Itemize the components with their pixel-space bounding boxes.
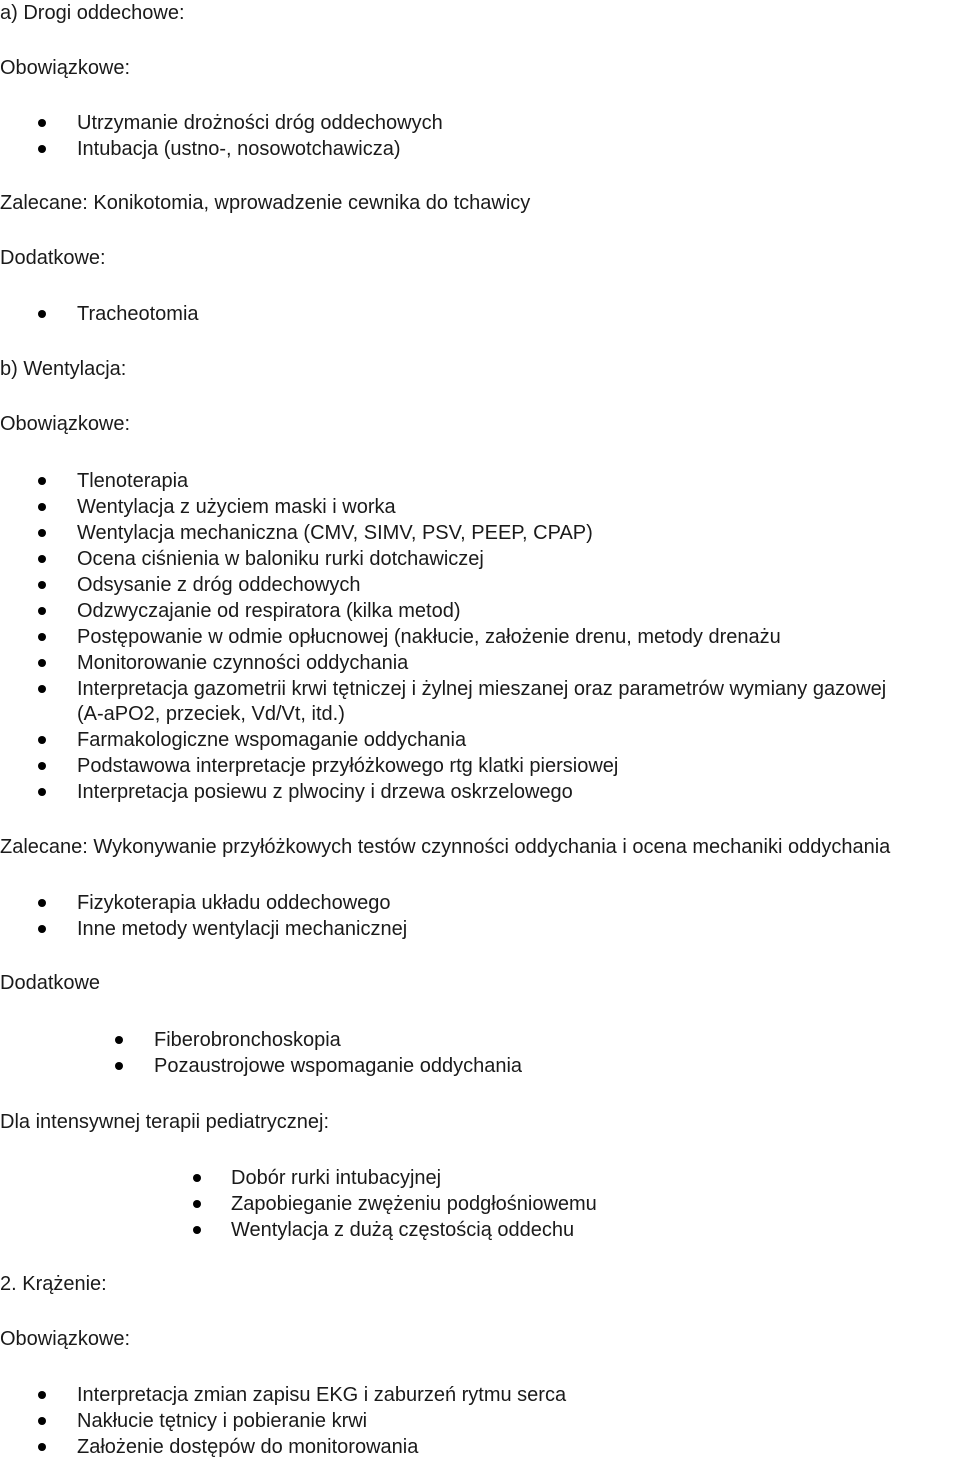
section-2-title: 2. Krążenie:: [0, 1273, 107, 1295]
section-a-title: a) Drogi oddechowe:: [0, 2, 185, 24]
bullet-icon: [38, 925, 46, 933]
bullet-icon: [193, 1200, 201, 1208]
list-item: Zapobieganie zwężeniu podgłośniowemu: [231, 1193, 597, 1215]
section-2-mandatory-label: Obowiązkowe:: [0, 1328, 131, 1350]
list-item: Odzwyczajanie od respiratora (kilka metod): [77, 600, 461, 622]
list-item: Farmakologiczne wspomaganie oddychania: [77, 729, 467, 751]
list-item: Pozaustrojowe wspomaganie oddychania: [154, 1055, 523, 1077]
bullet-icon: [38, 685, 46, 693]
list-item: Ocena ciśnienia w baloniku rurki dotchawiczej: [77, 548, 484, 570]
list-item: Interpretacja gazometrii krwi tętniczej i żylnej mieszanej oraz parametrów wymiany gazowej: [77, 678, 887, 700]
list-item: Tlenoterapia: [77, 470, 189, 492]
bullet-icon: [38, 899, 46, 907]
list-item: Wentylacja mechaniczna (CMV, SIMV, PSV, PEEP, CPAP): [77, 522, 593, 544]
list-item: Fizykoterapia układu oddechowego: [77, 892, 391, 914]
bullet-icon: [38, 659, 46, 667]
bullet-icon: [38, 145, 46, 153]
bullet-icon: [38, 1417, 46, 1425]
section-b-additional-label: Dodatkowe: [0, 972, 101, 994]
bullet-icon: [38, 607, 46, 615]
section-b-recommended-label: Zalecane: [0, 836, 83, 858]
list-item: Tracheotomia: [77, 303, 199, 325]
section-a-mandatory-label: Obowiązkowe:: [0, 57, 131, 79]
bullet-icon: [38, 310, 46, 318]
list-item: Podstawowa interpretacje przyłóżkowego rtg klatki piersiowej: [77, 755, 619, 777]
bullet-icon: [115, 1036, 123, 1044]
bullet-icon: [38, 119, 46, 127]
bullet-icon: [38, 788, 46, 796]
list-item: Interpretacja posiewu z plwociny i drzewa oskrzelowego: [77, 781, 573, 803]
bullet-icon: [115, 1062, 123, 1070]
bullet-icon: [38, 1391, 46, 1399]
bullet-icon: [38, 581, 46, 589]
bullet-icon: [38, 633, 46, 641]
list-item: Odsysanie z dróg oddechowych: [77, 574, 361, 596]
section-a-additional-label: Dodatkowe:: [0, 247, 106, 269]
list-item: Intubacja (ustno-, nosowotchawicza): [77, 138, 401, 160]
list-item: Nakłucie tętnicy i pobieranie krwi: [77, 1410, 368, 1432]
bullet-icon: [38, 555, 46, 563]
list-item-continuation: (A-aPO2, przeciek, Vd/Vt, itd.): [77, 703, 345, 725]
list-item: Dobór rurki intubacyjnej: [231, 1167, 442, 1189]
list-item: Utrzymanie drożności dróg oddechowych: [77, 112, 443, 134]
section-b-mandatory-label: Obowiązkowe:: [0, 413, 131, 435]
list-item: Interpretacja zmian zapisu EKG i zaburzeń rytmu serca: [77, 1384, 567, 1406]
bullet-icon: [38, 762, 46, 770]
section-b-recommended-row: [0, 835, 890, 859]
list-item: Założenie dostępów do monitorowania: [77, 1436, 419, 1458]
section-b-title: b) Wentylacja:: [0, 358, 127, 380]
section-b-pediatric-label: Dla intensywnej terapii pediatrycznej:: [0, 1111, 330, 1133]
bullet-icon: [38, 477, 46, 485]
list-item: Fiberobronchoskopia: [154, 1029, 341, 1051]
bullet-icon: [38, 503, 46, 511]
section-b-recommended-text: : Wykonywanie przyłóżkowych testów czynności oddychania i ocena mechaniki oddychania: [82, 836, 891, 858]
bullet-icon: [38, 736, 46, 744]
bullet-icon: [193, 1174, 201, 1182]
list-item: Wentylacja z dużą częstością oddechu: [231, 1219, 575, 1241]
bullet-icon: [38, 1443, 46, 1451]
list-item: Wentylacja z użyciem maski i worka: [77, 496, 396, 518]
bullet-icon: [193, 1226, 201, 1234]
section-a-recommended: Zalecane: Konikotomia, wprowadzenie cewnika do tchawicy: [0, 192, 531, 214]
list-item: Monitorowanie czynności oddychania: [77, 652, 409, 674]
list-item: Inne metody wentylacji mechanicznej: [77, 918, 408, 940]
bullet-icon: [38, 529, 46, 537]
list-item: Postępowanie w odmie opłucnowej (nakłucie, założenie drenu, metody drenażu: [77, 626, 781, 648]
